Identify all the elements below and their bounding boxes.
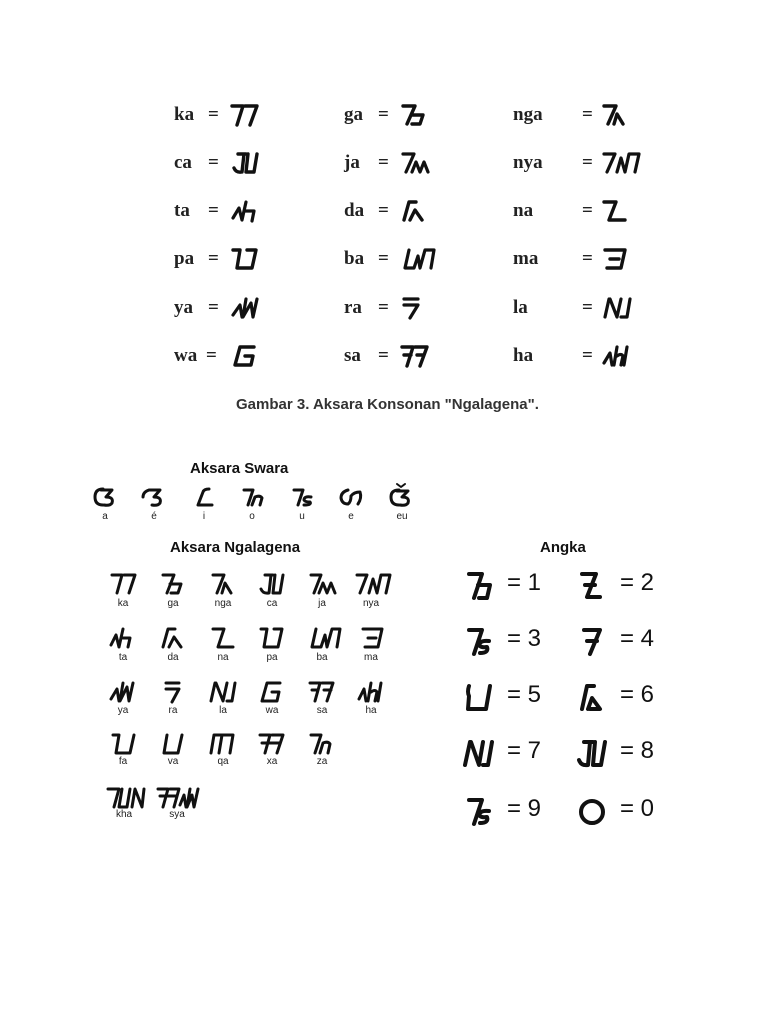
consonant-label: xa [266, 756, 278, 767]
digit-value: = 1 [507, 569, 542, 596]
consonant-label: ka [117, 598, 129, 609]
vowel-label: é [151, 511, 157, 522]
vowel-label: o [249, 511, 255, 522]
latin-label: wa [174, 345, 198, 366]
digit-value: = 8 [620, 737, 655, 764]
digit-8-glyph [576, 738, 608, 775]
vowel-label: i [202, 511, 206, 522]
consonant-label: za [316, 756, 328, 767]
equals-sign: = [378, 345, 389, 366]
vowel-i-glyph [194, 486, 216, 513]
vowel-label: eu [396, 511, 408, 522]
consonant-label: qa [217, 756, 229, 767]
da-glyph [400, 198, 430, 229]
consonant-label: ba [316, 652, 328, 663]
equals-sign: = [206, 345, 217, 366]
consonant-label: na [217, 652, 229, 663]
vowel-e-glyph [338, 486, 366, 513]
digit-value: = 7 [507, 737, 542, 764]
consonant-label: sa [316, 705, 328, 716]
section-title: Aksara Swara [190, 460, 289, 477]
digit-9-glyph [466, 796, 494, 833]
digit-1-glyph [466, 570, 494, 607]
digit-2-glyph [578, 570, 606, 607]
ma-glyph [360, 626, 388, 655]
pa-glyph [230, 246, 260, 277]
wa-glyph [230, 343, 260, 374]
consonant-label: ca [266, 598, 278, 609]
latin-label: ta [174, 200, 190, 221]
ga-glyph [160, 572, 188, 601]
ha-glyph [601, 343, 631, 374]
latin-label: na [513, 200, 534, 221]
latin-label: ca [174, 152, 192, 173]
consonant-label: ta [118, 652, 128, 663]
digit-4-glyph [580, 626, 604, 663]
latin-label: ba [344, 248, 365, 269]
ja-glyph [400, 150, 432, 181]
consonant-label: la [219, 705, 227, 716]
nya-glyph [601, 150, 641, 181]
latin-label: nga [513, 104, 543, 125]
latin-label: nya [513, 152, 543, 173]
consonant-label: nya [362, 598, 380, 609]
equals-sign: = [208, 200, 219, 221]
ta-glyph [230, 198, 260, 229]
digit-value: = 4 [620, 625, 655, 652]
ka-glyph [230, 102, 260, 133]
equals-sign: = [208, 152, 219, 173]
consonant-label: va [167, 756, 179, 767]
consonant-label: wa [265, 705, 279, 716]
consonant-label: ja [318, 598, 326, 609]
na-glyph [601, 198, 629, 229]
digit-value: = 5 [507, 681, 542, 708]
consonant-label: ya [117, 705, 129, 716]
digit-6-glyph [578, 682, 606, 719]
consonant-label: fa [118, 756, 128, 767]
consonant-label: ga [167, 598, 179, 609]
digit-value: = 6 [620, 681, 655, 708]
equals-sign: = [208, 104, 219, 125]
equals-sign: = [582, 200, 593, 221]
figure-caption: Gambar 3. Aksara Konsonan "Ngalagena". [236, 396, 539, 413]
ca-glyph [258, 572, 286, 601]
consonant-label: nga [214, 598, 232, 609]
ga-glyph [400, 102, 430, 133]
ba-glyph [308, 626, 342, 655]
digit-7-glyph [462, 738, 494, 775]
equals-sign: = [582, 297, 593, 318]
nga-glyph [601, 102, 629, 133]
latin-label: ya [174, 297, 193, 318]
ba-glyph [400, 246, 436, 277]
consonant-label: kha [115, 809, 133, 820]
consonant-label: ra [168, 705, 178, 716]
equals-sign: = [378, 104, 389, 125]
consonant-label: pa [266, 652, 278, 663]
ma-glyph [601, 246, 629, 277]
equals-sign: = [208, 297, 219, 318]
consonant-label: ha [365, 705, 377, 716]
latin-label: sa [344, 345, 361, 366]
consonant-label: sya [169, 809, 185, 820]
equals-sign: = [582, 152, 593, 173]
equals-sign: = [378, 297, 389, 318]
latin-label: pa [174, 248, 195, 269]
latin-label: da [344, 200, 365, 221]
ra-glyph [400, 295, 424, 326]
vowel-label: u [299, 511, 305, 522]
digit-value: = 9 [507, 795, 542, 822]
ca-glyph [230, 150, 260, 181]
equals-sign: = [582, 104, 593, 125]
consonant-label: ma [364, 652, 378, 663]
latin-label: ha [513, 345, 534, 366]
latin-label: ja [344, 152, 360, 173]
vowel-eu-glyph [388, 482, 416, 513]
nga-glyph [210, 572, 238, 601]
digit-0-glyph [577, 796, 607, 833]
sa-glyph [400, 343, 430, 374]
equals-sign: = [582, 345, 593, 366]
ja-glyph [308, 572, 338, 601]
vowel-label: a [102, 511, 108, 522]
ya-glyph [230, 295, 260, 326]
vowel-label: e [348, 511, 354, 522]
latin-label: ka [174, 104, 195, 125]
na-glyph [210, 626, 238, 655]
latin-label: la [513, 297, 528, 318]
pa-glyph [258, 626, 286, 655]
la-glyph [601, 295, 633, 326]
nya-glyph [354, 572, 392, 601]
consonant-label: da [167, 652, 179, 663]
latin-label: ga [344, 104, 363, 125]
digit-value: = 0 [620, 795, 655, 822]
equals-sign: = [378, 152, 389, 173]
section-title: Angka [540, 539, 586, 556]
section-title: Aksara Ngalagena [170, 539, 301, 556]
digit-3-glyph [466, 626, 494, 663]
digit-value: = 3 [507, 625, 542, 652]
da-glyph [160, 626, 188, 655]
equals-sign: = [208, 248, 219, 269]
vowel-a-glyph [92, 486, 118, 513]
digit-value: = 2 [620, 569, 655, 596]
digit-5-glyph [464, 682, 494, 719]
vowel-o-glyph [240, 486, 268, 513]
vowel-e-acute-glyph [140, 486, 166, 513]
ta-glyph [108, 626, 136, 655]
equals-sign: = [378, 248, 389, 269]
equals-sign: = [582, 248, 593, 269]
equals-sign: = [378, 200, 389, 221]
vowel-u-glyph [290, 486, 318, 513]
latin-label: ra [344, 297, 362, 318]
ka-glyph [110, 572, 138, 601]
latin-label: ma [513, 248, 539, 269]
